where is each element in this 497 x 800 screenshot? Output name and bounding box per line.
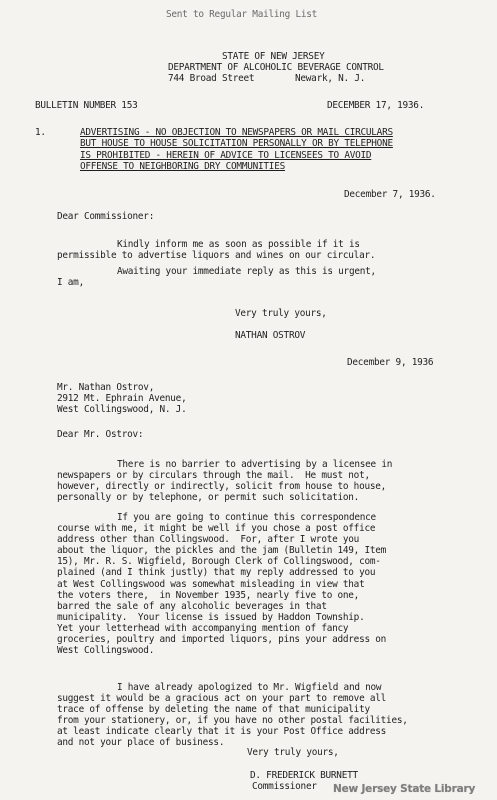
bulletin-date: DECEMBER 17, 1936. (327, 100, 425, 111)
text-line: groceries, poultry and imported liquors, pins your address on (57, 634, 387, 646)
letter1-date: December 7, 1936. (344, 189, 436, 200)
text-line: plained (and I think justly) that my reply addressed to you (57, 567, 376, 579)
text-line: about the liquor, the pickles and the jam (Bulletin 149, Item (57, 545, 387, 557)
department-heading: DEPARTMENT OF ALCOHOLIC BEVERAGE CONTROL (168, 62, 384, 73)
text-line: There is no barrier to advertising by a licensee in (117, 459, 393, 470)
heading-line: IS PROHIBITED - HEREIN OF ADVICE TO LICENSEES TO AVOID (80, 149, 372, 161)
text-line: municipality. Your license is issued by Haddon Township. (57, 611, 365, 623)
letter1-paragraph-2 (57, 266, 376, 288)
text-line: newspapers or by circulars through the mail. He must not, (57, 470, 370, 482)
text-line: West Collingswood. (57, 645, 155, 657)
street-address: 744 Broad Street (168, 73, 255, 84)
text-line: the voters there, in November 1935, nearly five to one, (57, 589, 360, 601)
letter2-paragraph-2 (57, 512, 386, 656)
text-line: Kindly inform me as soon as possible if it is (117, 239, 360, 250)
text-line: at West Collingswood was somewhat misleading in view that (57, 578, 365, 590)
letter1-paragraph-1 (57, 239, 375, 261)
recipient-address (57, 382, 186, 415)
letter2-signer-title: Commissioner (252, 781, 317, 792)
city-address: Newark, N. J. (295, 73, 366, 84)
heading-line: ADVERTISING - NO OBJECTION TO NEWSPAPERS OR MAIL CIRCULARS (80, 127, 393, 138)
text-line: I have already apologized to Mr. Wigfield and now (117, 682, 382, 693)
letter2-salutation: Dear Mr. Ostrov: (57, 429, 144, 440)
heading-line: BUT HOUSE TO HOUSE SOLICITATION PERSONALLY OR BY TELEPHONE (80, 138, 393, 150)
text-line: trace of offense by deleting the name of that municipality (57, 704, 370, 716)
text-line: suggest it would be a gracious act on your part to remove all (57, 693, 387, 705)
text-line: 15), Mr. R. S. Wigfield, Borough Clerk of Collingswood, com- (57, 556, 381, 568)
text-line: Awaiting your immediate reply as this is urgent, (117, 266, 376, 277)
text-line: course with me, it might be well if you chose a post office (57, 523, 376, 535)
item-number: 1. (35, 127, 46, 138)
address-line: West Collingswood, N. J. (57, 404, 187, 416)
text-line: permissible to advertise liquors and wines on our circular. (57, 250, 376, 262)
library-stamp: New Jersey State Library (333, 783, 476, 795)
text-line: from your stationery, or, if you have no other postal facilities, (57, 715, 408, 727)
letter1-salutation: Dear Commissioner: (57, 211, 155, 222)
text-line: personally or by telephone, or permit such solicitation. (57, 492, 360, 504)
letter2-closing: Very truly yours, (247, 747, 339, 758)
heading-line: OFFENSE TO NEIGHBORING DRY COMMUNITIES (80, 161, 285, 173)
text-line: at least indicate clearly that it is your Post Office address (57, 726, 387, 738)
state-heading: STATE OF NEW JERSEY (222, 51, 325, 62)
address-line: 2912 Mt. Ephrain Avenue, (57, 393, 187, 405)
letter2-signature: D. FREDERICK BURNETT (250, 770, 358, 781)
text-line: barred the sale of any alcoholic beverages in that (57, 600, 327, 612)
text-line: however, directly or indirectly, solicit from house to house, (57, 481, 387, 493)
text-line: address other than Collingswood. For, after I wrote you (57, 534, 360, 546)
letter2-date: December 9, 1936 (347, 357, 434, 368)
letter2-paragraph-3 (57, 682, 408, 749)
letter2-paragraph-1 (57, 459, 392, 503)
letter1-signature: NATHAN OSTROV (235, 330, 306, 341)
bulletin-number: BULLETIN NUMBER 153 (35, 100, 138, 111)
letter1-closing: Very truly yours, (235, 308, 327, 319)
address-line: Mr. Nathan Ostrov, (57, 382, 155, 393)
text-line: If you are going to continue this correspondence (117, 512, 376, 523)
text-line: I am, (57, 277, 84, 289)
text-line: Yet your letterhead with accompanying mention of fancy (57, 622, 349, 634)
mailing-note: Sent to Regular Mailing List (166, 9, 318, 20)
text-line: and not your place of business. (57, 737, 225, 749)
item-heading (80, 127, 393, 173)
